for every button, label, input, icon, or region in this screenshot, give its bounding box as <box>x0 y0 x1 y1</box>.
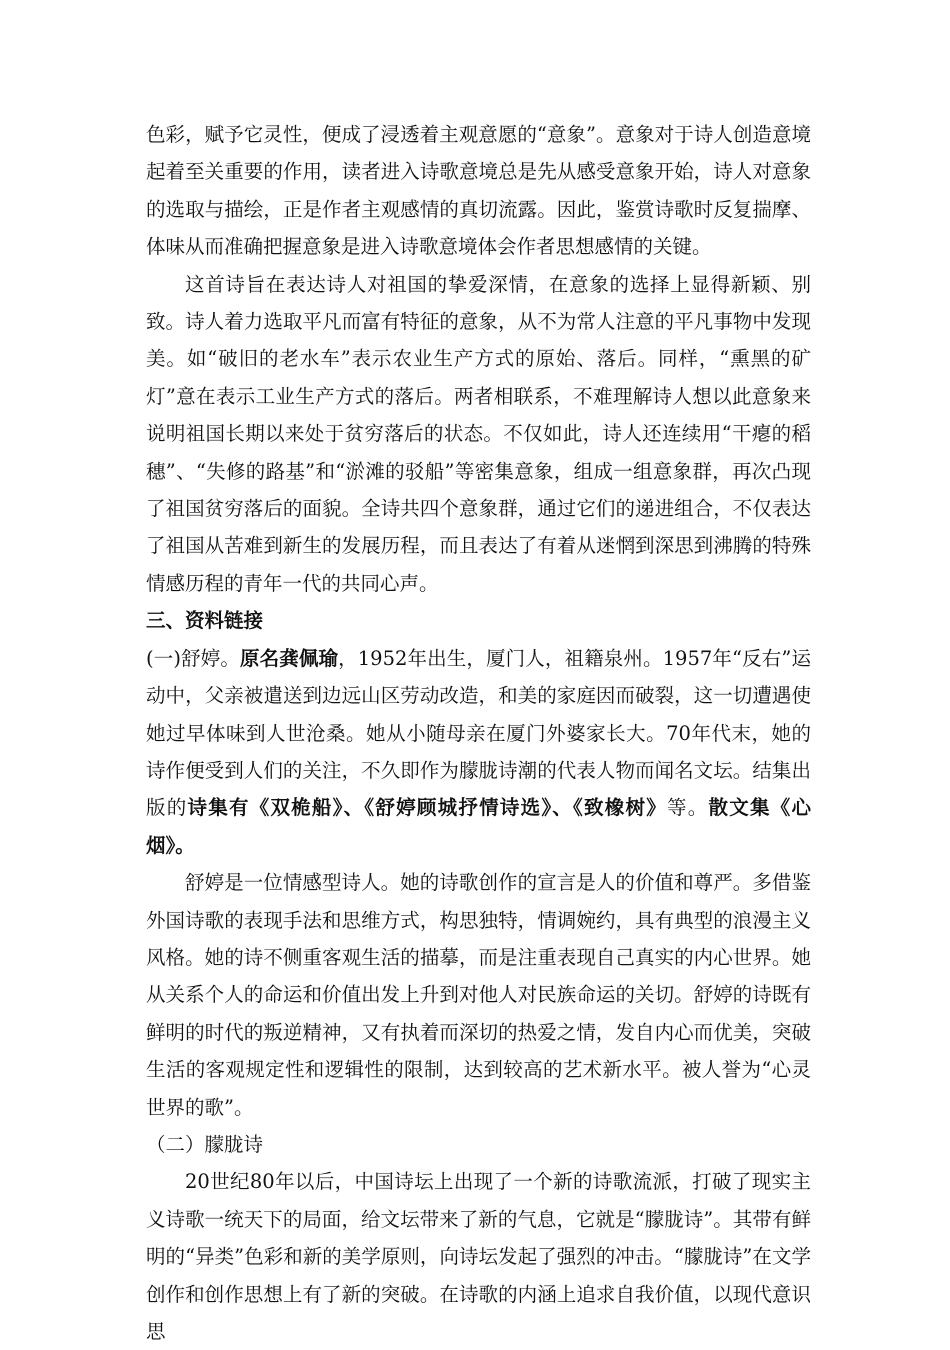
original-name: 原名龚佩瑜 <box>239 646 339 670</box>
paragraph-shuting-style: 舒婷是一位情感型诗人。她的诗歌创作的宣言是人的价值和尊严。多借鉴外国诗歌的表现手法和思维方式，构思独特，情调婉约，具有典型的浪漫主义风格。她的诗不侧重客观生活的描摹，而是注重表现自己真实的内心世界。她从关系个人的命运和价值出发上升到对他人对民族命运的关切。舒婷的诗既有鲜明的时代的叛逆精神，又有执着而深切的热爱之情，发自内心而优美，突破生活的客观规定性和逻辑性的限制，达到较高的艺术新水平。被人誉为“心灵世界的歌”。 <box>146 871 811 1119</box>
paragraph-poem-analysis: 这首诗旨在表达诗人对祖国的挚爱深情，在意象的选择上显得新颖、别致。诗人着力选取平凡而富有特征的意象，从不为常人注意的平凡事物中发现美。如“破旧的老水车”表示农业生产方式的原始、落后。同样，“熏黑的矿灯”意在表示工业生产方式的落后。两者相联系，不难理解诗人想以此意象来说明祖国长期以来处于贫穷落后的状态。不仅如此，诗人还连续用“干瘪的稻穗”、“失修的路基”和“淤滩的驳船”等密集意象，组成一组意象群，再次凸现了祖国贫穷落后的面貌。全诗共四个意象群，通过它们的递进组合，不仅表达了祖国从苦难到新生的发展历程，而且表达了有着从迷惘到深思到沸腾的特殊情感历程的青年一代的共同心声。 <box>146 272 811 595</box>
paragraph-shuting-bio <box>146 640 811 864</box>
document-page <box>146 116 811 1350</box>
paragraph-imagery-intro: 色彩，赋予它灵性，便成了浸透着主观意愿的“意象”。意象对于诗人创造意境起着至关重要的作用，读者进入诗歌意境总是先从感受意象开始，诗人对意象的选取与描绘，正是作者主观感情的真切流露。因此，鉴赏诗歌时反复揣摩、体味从而准确把握意象是进入诗歌意境体会作者思想感情的关键。 <box>146 123 811 259</box>
item-prefix: (一)舒婷。 <box>146 646 240 670</box>
bio-text: ，1952年出生，厦门人，祖籍泉州。1957年“反右”运动中，父亲被遣送到边远山区劳动改造，和美的家庭因而破裂，这一切遭遇使她过早体味到人世沧桑。她从小随母亲在厦门外婆家长大。70年代末，她的诗作便受到人们的关注，不久即作为朦胧诗潮的代表人物而闻名文坛。结集出版的 <box>146 646 811 820</box>
bio-text-2: 等。 <box>667 796 709 820</box>
subsection-title: （二）朦胧诗 <box>146 1132 264 1156</box>
essay-collection: 散文集《心烟》。 <box>146 796 811 857</box>
poetry-collections: 诗集有《双桅船》、《舒婷顾城抒情诗选》、《致橡树》 <box>187 796 667 820</box>
section-heading: 三、资料链接 <box>146 609 264 633</box>
paragraph-misty-poetry: 20世纪80年以后，中国诗坛上出现了一个新的诗歌流派，打破了现实主义诗歌一统天下的局面，给文坛带来了新的气息，它就是“朦胧诗”。其带有鲜明的“异类”色彩和新的美学原则，向诗坛发起了强烈的冲击。“朦胧诗”在文学创作和创作思想上有了新的突破。在诗歌的内涵上追求自我价值，以现代意识思 <box>146 1170 811 1343</box>
